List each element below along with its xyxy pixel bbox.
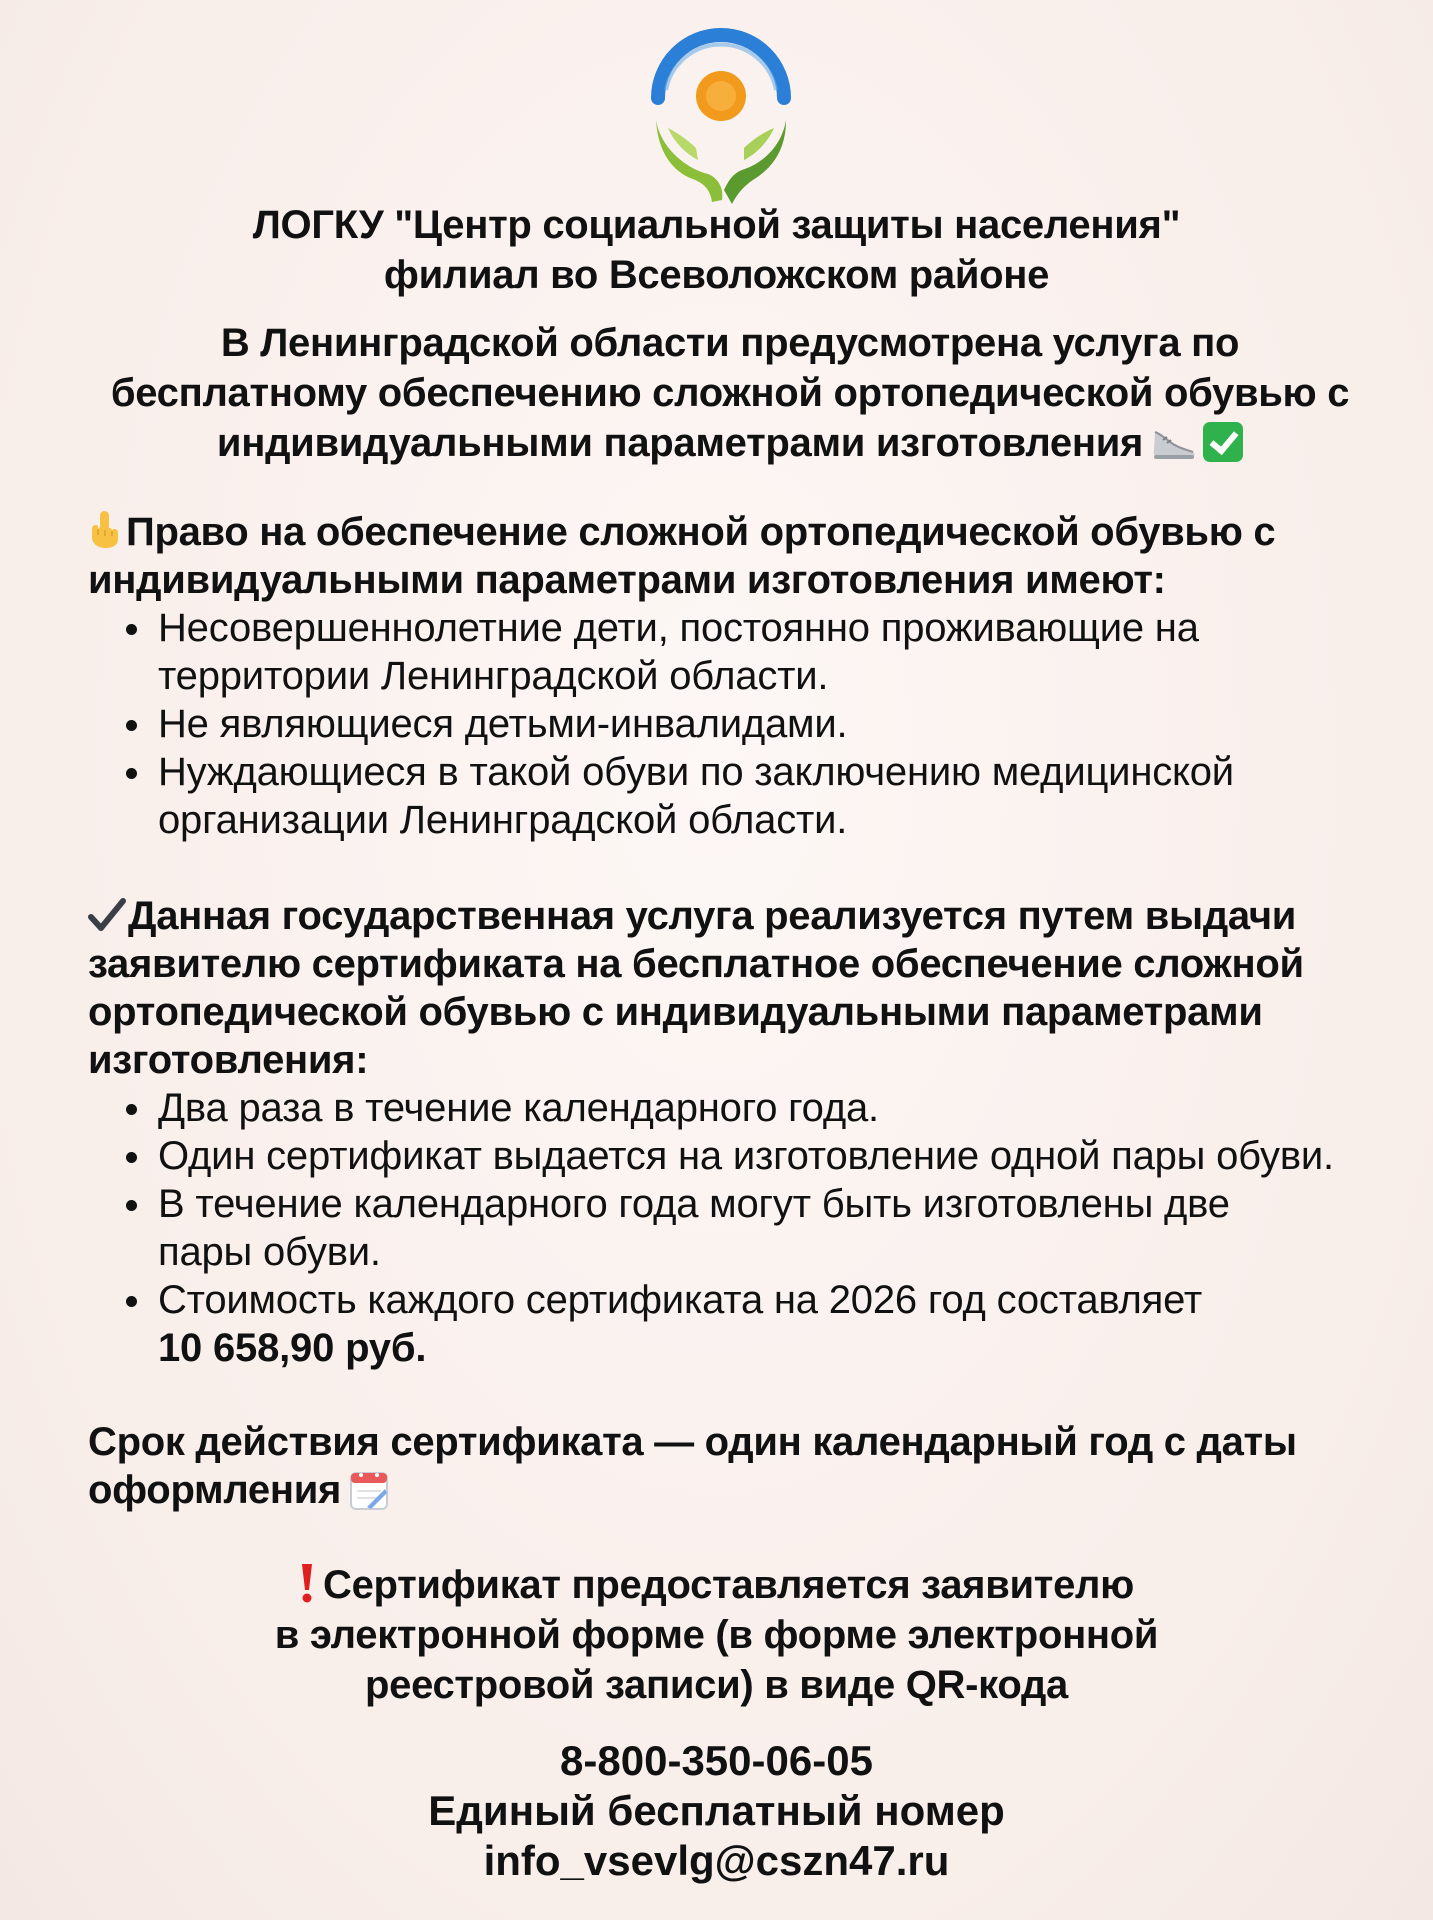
service-item-4-line1: Стоимость каждого сертификата на 2026 год составляет [158,1278,1202,1322]
rights-section [88,508,1408,844]
service-list [88,1084,1408,1372]
lead-line3 [60,418,1400,468]
green-check-icon [1203,422,1243,462]
lead-line1: В Ленинградской области предусмотрена услуга по [220,321,1240,365]
rights-item-3-line1: Нуждающиеся в такой обуви по заключению медицинской [158,750,1234,794]
service-title-line2: заявителю сертификата на бесплатное обеспечение сложной [88,942,1304,986]
rights-title-line1 [88,508,1408,556]
list-item [158,700,1408,748]
rights-item-3-line2: организации Ленинградской области. [158,798,848,842]
rights-list [88,604,1408,844]
cert-note-line2: в электронной форме (в форме электронной [274,1613,1159,1657]
rights-item-2-line1: Не являющиеся детьми-инвалидами. [158,702,848,746]
list-item [158,1132,1408,1180]
list-item [158,1276,1408,1372]
red-exclamation-icon [299,1562,315,1604]
rights-item-1-line1: Несовершеннолетние дети, постоянно проживающие на [158,606,1199,650]
list-item [158,748,1408,844]
cert-note-line1-text: Сертификат предоставляется заявителю [322,1563,1135,1607]
calendar-icon [349,1469,389,1511]
validity-line1: Срок действия сертификата — один календарный год с даты [88,1420,1297,1464]
service-title-line1-text: Данная государственная услуга реализуется путем выдачи [128,894,1297,938]
hands-sun-logo-icon [646,28,796,206]
rights-title [88,508,1408,604]
rights-title-line2: индивидуальными параметрами изготовления имеют: [88,558,1166,602]
org-title-line1: ЛОГКУ "Центр социальной защиты населения" [252,203,1181,247]
rights-item-1-line2: территории Ленинградской области. [158,654,829,698]
certificate-price: 10 658,90 руб. [158,1326,427,1370]
service-section [88,892,1408,1372]
cert-note-line3: реестровой записи) в виде QR-кода [364,1663,1068,1707]
service-title-line4: изготовления: [88,1038,369,1082]
contacts [0,1736,1433,1886]
lead-line3-text: индивидуальными параметрами изготовления [216,421,1144,465]
phone-number[interactable]: 8-800-350-06-05 [560,1737,873,1784]
service-item-1-line1: Два раза в течение календарного года. [158,1086,879,1130]
org-title-line2: филиал во Всеволожском районе [383,253,1050,297]
checkmark-icon [88,897,126,933]
validity-line2 [88,1466,1388,1514]
phone-caption: Единый бесплатный номер [428,1787,1005,1834]
rights-title-line1-text: Право на обеспечение сложной ортопедической обувью с [126,510,1276,554]
list-item [158,1084,1408,1132]
sneaker-icon [1151,422,1197,462]
service-item-3-line2: пары обуви. [158,1230,381,1274]
service-item-2-line1: Один сертификат выдается на изготовление одной пары обуви. [158,1134,1334,1178]
service-title [88,892,1408,1084]
lead-paragraph [60,318,1400,468]
service-title-line3: ортопедической обувью с индивидуальными параметрами [88,990,1263,1034]
service-item-3-line1: В течение календарного года могут быть изготовлены две [158,1182,1230,1226]
certificate-note [0,1560,1433,1710]
cert-note-line1 [0,1560,1433,1610]
list-item [158,604,1408,700]
email-address[interactable]: info_vsevlg@cszn47.ru [483,1837,950,1884]
lead-line2: бесплатному обеспечению сложной ортопедической обувью с [110,371,1350,415]
validity-note [88,1418,1388,1514]
validity-line2-text: оформления [88,1468,342,1512]
service-title-line1 [88,892,1408,940]
org-title [0,200,1433,300]
list-item [158,1180,1408,1276]
pointing-finger-icon [88,509,122,549]
